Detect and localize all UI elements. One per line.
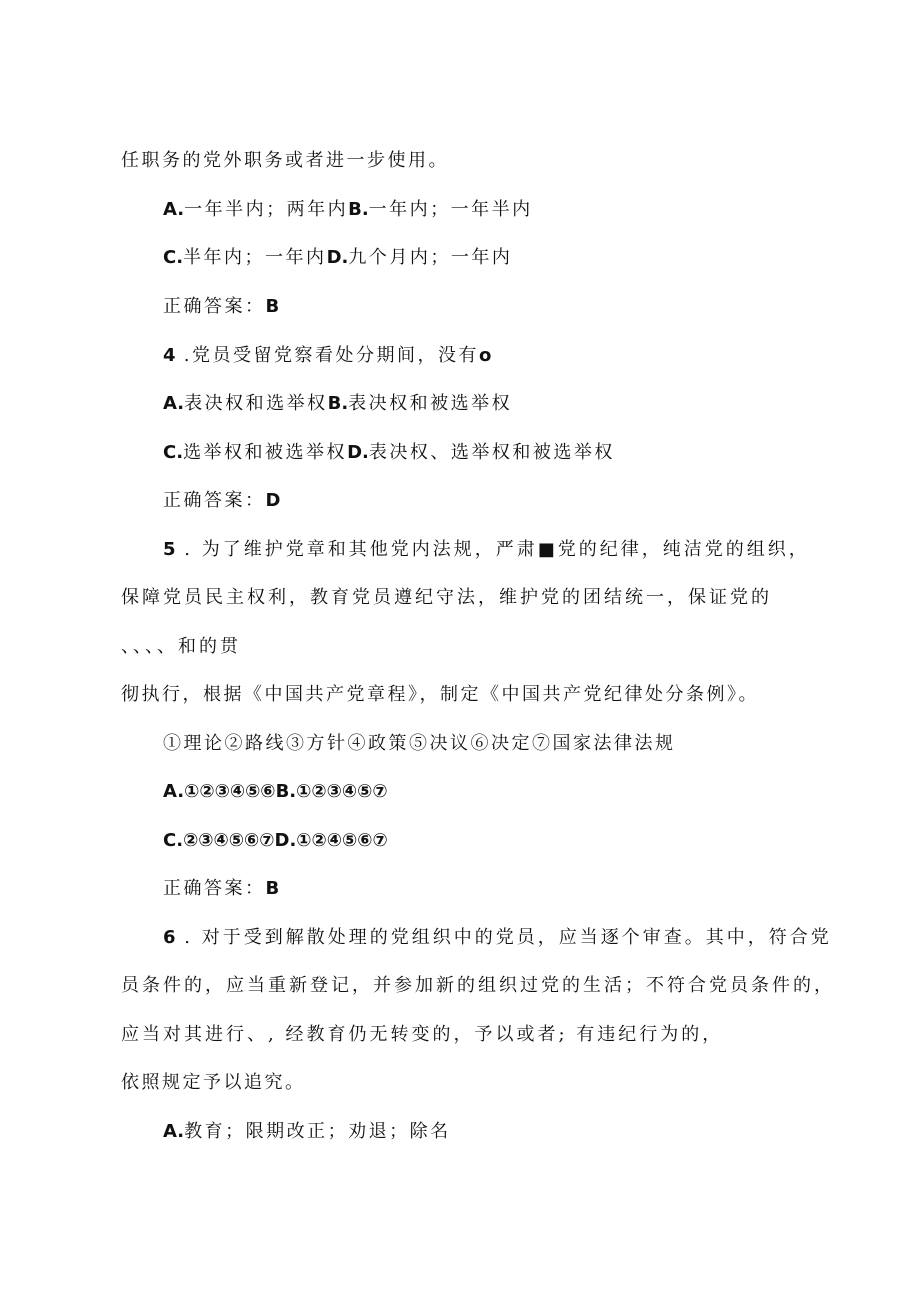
text-line-q6-2: 员条件的，应当重新登记，并参加新的组织过党的生活；不符合党员条件的， — [121, 975, 835, 996]
item-list-q5: ①理论②路线③方针④政策⑤决议⑥决定⑦国家法律法规 — [163, 733, 676, 754]
question-6: 6 . 对于受到解散处理的党组织中的党员，应当逐个审查。其中，符合党 — [163, 927, 832, 948]
option-line-a-q6: A.教育；限期改正；劝退；除名 — [163, 1121, 451, 1142]
answer-line-q3: 正确答案：B — [163, 296, 280, 317]
answer-line-q4: 正确答案：D — [163, 490, 281, 511]
question-5: 5 . 为了维护党章和其他党内法规，严肃■党的纪律，纯洁党的组织， — [163, 539, 810, 560]
text-line-q5-3: 、、、、和的贯 — [121, 636, 241, 657]
text-line-q6-4: 依照规定予以追究。 — [121, 1072, 306, 1093]
option-line-cd-q4: C.选举权和被选举权D.表决权、选举权和被选举权 — [163, 442, 615, 463]
option-line-ab-q5: A.①②③④⑤⑥B.①②③④⑤⑦ — [163, 781, 388, 802]
question-4: 4 .党员受留党察看处分期间，没有o — [163, 345, 492, 366]
answer-line-q5: 正确答案：B — [163, 878, 280, 899]
text-line-q5-2: 保障党员民主权利，教育党员遵纪守法，维护党的团结统一，保证党的 — [121, 587, 772, 608]
option-line-ab-q4: A.表决权和选举权B.表决权和被选举权 — [163, 393, 513, 414]
text-line-continuation: 任职务的党外职务或者进一步使用。 — [121, 150, 449, 171]
option-line-ab-q3: A.一年半内；两年内B.一年内；一年半内 — [163, 199, 533, 220]
text-line-q5-4: 彻执行，根据《中国共产党章程》，制定《中国共产党纪律处分条例》。 — [121, 684, 759, 705]
option-line-cd-q5: C.②③④⑤⑥⑦D.①②④⑤⑥⑦ — [163, 830, 388, 851]
text-line-q6-3: 应当对其进行、, 经教育仍无转变的，予以或者; 有违纪行为的， — [121, 1024, 724, 1045]
option-line-cd-q3: C.半年内；一年内D.九个月内；一年内 — [163, 247, 513, 268]
